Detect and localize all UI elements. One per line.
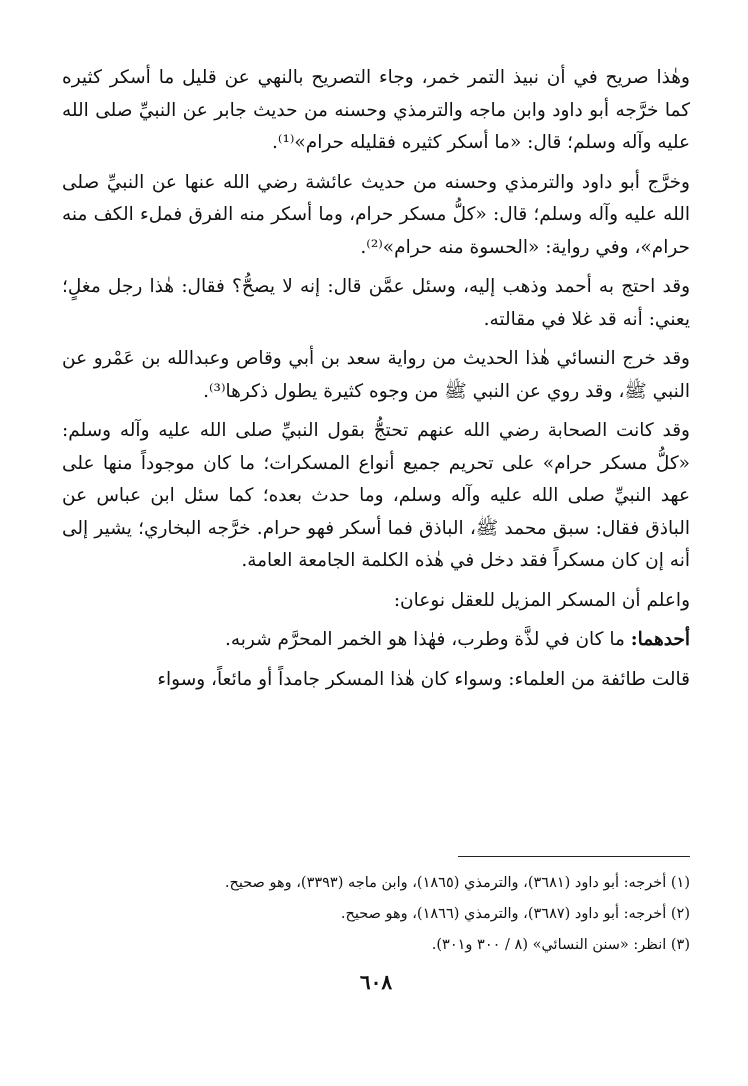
paragraph-1: وهٰذا صريح في أن نبيذ التمر خمر، وجاء التصريح بالنهي عن قليل ما أسكر كثيره كما خرَّجه أبو داود وابن ماجه والترمذي وحسنه من حديث جابر عن النبيِّ صلى الله عليه وآله وسلم؛ قال: «ما أسكر كثيره فقليله حرام»⁽¹⁾. xyxy=(62,67,690,153)
paragraph-2: وخرَّج أبو داود والترمذي وحسنه من حديث عائشة رضي الله عنها عن النبيِّ صلى الله عليه وآله وسلم؛ قال: «كلُّ مسكر حرام، وما أسكر منه الفرق فملء الكف منه حرام»، وفي رواية: «الحسوة منه حرام»⁽²⁾. xyxy=(62,171,690,258)
paragraph-8: قالت طائفة من العلماء: وسواء كان هٰذا المسكر جامداً أو مائعاً، وسواء xyxy=(157,668,690,690)
paragraph-7-label: أحدهما: xyxy=(630,629,690,650)
paragraph-7-text: ما كان في لذَّة وطرب، فهٰذا هو الخمر المحرَّم شربه. xyxy=(224,629,631,650)
main-text xyxy=(62,62,690,703)
paragraph-6: واعلم أن المسكر المزيل للعقل نوعان: xyxy=(393,589,690,611)
footnotes xyxy=(62,868,690,961)
paragraph-7 xyxy=(62,624,690,657)
footnote-2: (٢) أخرجه: أبو داود (٣٦٨٧)، والترمذي (١٨٦٦)، وهو صحيح. xyxy=(340,906,690,922)
paragraph-3: وقد احتج به أحمد وذهب إليه، وسئل عمَّن قال: إنه لا يصحُّ؟ فقال: هٰذا رجل مغلٍ؛ يعني: أنه قد غلا في مقالته. xyxy=(62,276,690,330)
book-page xyxy=(62,62,690,1062)
paragraph-4: وقد خرج النسائي هٰذا الحديث من رواية سعد بن أبي وقاص وعبدالله بن عَمْرو عن النبي ﷺ، وقد روي عن النبي ﷺ من وجوه كثيرة يطول ذكرها⁽³⁾. xyxy=(62,348,690,402)
paragraph-5: وقد كانت الصحابة رضي الله عنهم تحتجُّ بقول النبيِّ صلى الله عليه وآله وسلم: «كلُّ مسكر حرام» على تحريم جميع أنواع المسكرات؛ ما كان موجوداً منها على عهد النبيِّ صلى الله عليه وآله وسلم، وما حدث بعده؛ كما سئل ابن عباس عن الباذق فقال: سبق محمد ﷺ، الباذق فما أسكر فهو حرام. خرَّجه البخاري؛ يشير إلى أنه إن كان مسكراً فقد دخل في هٰذه الكلمة الجامعة العامة. xyxy=(62,420,690,571)
footnote-1: (١) أخرجه: أبو داود (٣٦٨١)، والترمذي (١٨٦٥)، وابن ماجه (٣٣٩٣)، وهو صحيح. xyxy=(224,875,690,891)
page-number: ٦٠٨ xyxy=(359,970,393,994)
footnote-3: (٣) انظر: «سنن النسائي» (٨ / ٣٠٠ و٣٠١). xyxy=(431,937,690,953)
footnote-divider xyxy=(458,856,690,857)
